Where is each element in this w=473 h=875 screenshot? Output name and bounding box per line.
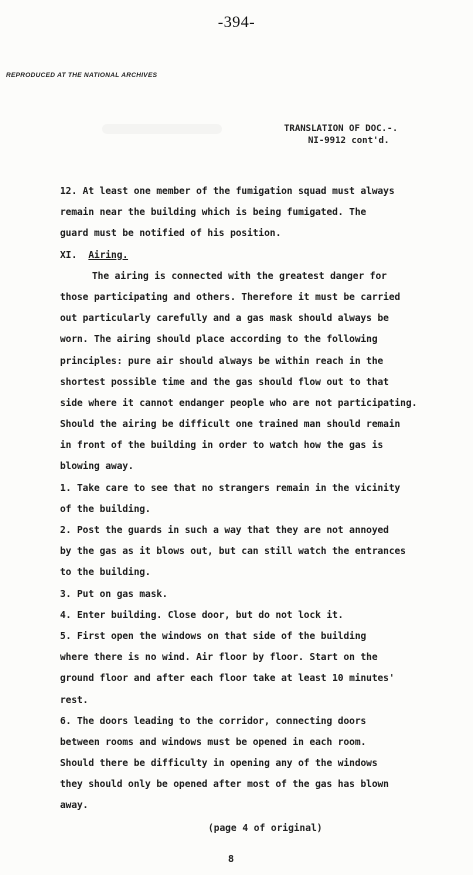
body-line: they should only be opened after most of the gas has blown bbox=[60, 779, 389, 791]
list-item-1: 1. Take care to see that no strangers remain in the vicinity bbox=[60, 482, 401, 494]
header-line-2: NI-9912 cont'd. bbox=[308, 136, 390, 146]
archive-stamp: REPRODUCED AT THE NATIONAL ARCHIVES bbox=[6, 72, 158, 79]
body-line: by the gas as it blows out, but can still watch the entrances bbox=[60, 546, 406, 558]
section-number: XI. bbox=[60, 249, 78, 261]
body-line: The airing is connected with the greatest danger for bbox=[92, 270, 387, 282]
body-line: to the building. bbox=[60, 567, 151, 579]
translation-header bbox=[284, 123, 398, 147]
body-line: guard must be notified of his position. bbox=[60, 228, 282, 240]
body-line: side where it cannot endanger people who are not participating. bbox=[60, 397, 418, 409]
page-number-top: -394- bbox=[217, 14, 256, 31]
document-body bbox=[60, 181, 468, 817]
list-item-6: 6. The doors leading to the corridor, connecting doors bbox=[60, 715, 367, 727]
body-line: blowing away. bbox=[60, 461, 134, 473]
faint-smudge bbox=[102, 124, 222, 134]
footer-mark: 8 bbox=[228, 854, 235, 865]
original-page-caption: (page 4 of original) bbox=[208, 823, 323, 834]
section-title: Airing. bbox=[88, 249, 129, 261]
list-item-2: 2. Post the guards in such a way that they are not annoyed bbox=[60, 525, 389, 536]
body-line: rest. bbox=[60, 694, 89, 706]
body-line: 12. At least one member of the fumigation squad must always bbox=[60, 186, 395, 197]
body-line: shortest possible time and the gas should flow out to that bbox=[60, 376, 389, 388]
body-line: out particularly carefully and a gas mask should always be bbox=[60, 313, 389, 325]
list-item-3: 3. Put on gas mask. bbox=[60, 588, 168, 600]
body-line: Should there be difficulty in opening any of the windows bbox=[60, 758, 378, 770]
header-line-1: TRANSLATION OF DOC.-. bbox=[284, 124, 398, 134]
body-line: in front of the building in order to watch how the gas is bbox=[60, 440, 384, 452]
list-item-4: 4. Enter building. Close door, but do not lock it. bbox=[60, 609, 344, 621]
body-line: between rooms and windows must be opened in each room. bbox=[60, 736, 367, 748]
body-line: remain near the building which is being fumigated. The bbox=[60, 207, 367, 219]
body-line: of the building. bbox=[60, 503, 151, 515]
body-line: worn. The airing should place according to the following bbox=[60, 334, 378, 346]
body-line: ground floor and after each floor take at least 10 minutes' bbox=[60, 673, 395, 685]
body-line: Should the airing be difficult one trained man should remain bbox=[60, 419, 401, 431]
list-item-5: 5. First open the windows on that side of the building bbox=[60, 630, 367, 642]
body-line: where there is no wind. Air floor by floor. Start on the bbox=[60, 652, 378, 664]
body-line: those participating and others. Therefore it must be carried bbox=[60, 291, 401, 303]
body-line: principles: pure air should always be within reach in the bbox=[60, 355, 384, 367]
section-heading bbox=[60, 245, 468, 266]
body-line: away. bbox=[60, 800, 89, 812]
